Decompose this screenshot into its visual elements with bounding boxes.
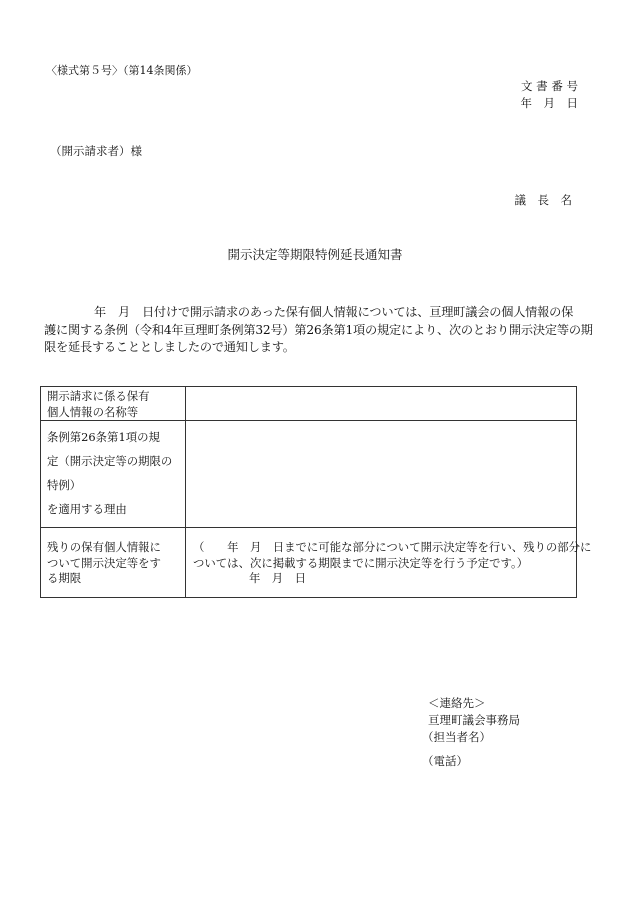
body-line-2: 護に関する条例（令和4年亘理町条例第32号）第26条第1項の規定により、次のとおり開示決定等の期	[44, 322, 593, 337]
table-row	[41, 528, 577, 598]
contact-phone: （電話）	[422, 754, 468, 768]
contact-heading: ＜連絡先＞	[428, 696, 486, 710]
recipient-name: （開示請求者）様	[50, 144, 142, 158]
row-label: 開示請求に係る保有 個人情報の名称等	[41, 387, 186, 421]
document-title: 開示決定等期限特例延長通知書	[227, 247, 403, 262]
body-line-3: 限を延長することとしましたので通知します。	[44, 340, 295, 355]
body-paragraph	[44, 304, 593, 357]
table-row	[41, 387, 577, 421]
row-label: 残りの保有個人情報に ついて開示決定等をす る期限	[41, 528, 186, 598]
notice-table	[40, 386, 592, 598]
document-date: 年 月 日	[520, 96, 578, 110]
row-value-field[interactable]	[186, 421, 577, 528]
table-row	[41, 421, 577, 528]
row-value-field[interactable]	[186, 387, 577, 421]
contact-office: 亘理町議会事務局	[428, 713, 520, 727]
form-number: 〈様式第５号〉（第14条関係）	[46, 64, 198, 77]
contact-person: （担当者名）	[422, 730, 491, 744]
body-line-1: 年 月 日付けで開示請求のあった保有個人情報については、亘理町議会の個人情報の保	[94, 305, 574, 319]
document-number: 文 書 番 号	[521, 79, 578, 93]
row-label: 条例第26条第1項の規 定（開示決定等の期限の 特例） を適用する理由	[41, 421, 186, 528]
row-value-field[interactable]: （ 年 月 日までに可能な部分について開示決定等を行い、残りの部分に ついては、次に掲載する期限までに開示決定等を行う予定です。） 年 月 日	[186, 528, 577, 598]
sender-name: 議 長 名	[514, 193, 572, 207]
